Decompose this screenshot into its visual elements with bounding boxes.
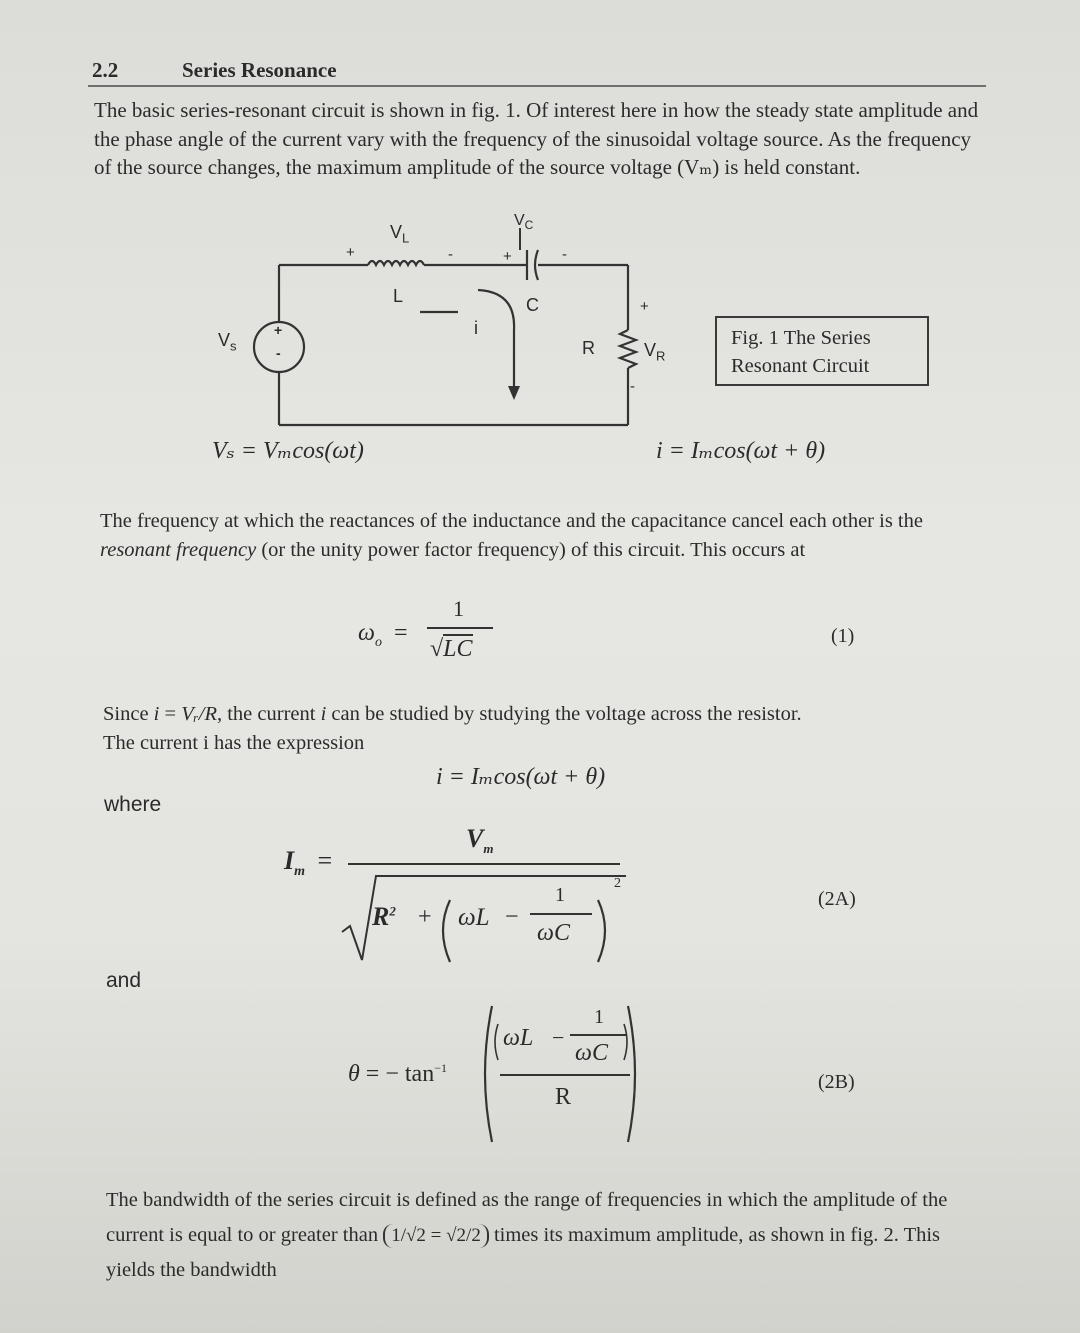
eq2b-main-bar — [500, 1074, 630, 1076]
eq1-omega: ω — [358, 620, 375, 646]
vr-minus: - — [630, 378, 635, 395]
eq1-lhs — [358, 620, 408, 651]
bandwidth-text-2: times its maximum amplitude, as shown in fig. 2. This yields the bandwidth — [106, 1224, 941, 1281]
eq2a-r2 — [372, 902, 396, 932]
current-arrowhead — [508, 386, 520, 400]
and-label: and — [106, 969, 142, 992]
eq2b-label: (2B) — [818, 1071, 855, 1093]
eq2a-minus: − — [505, 904, 519, 930]
vl-label — [390, 222, 409, 246]
vr-plus: + — [640, 298, 649, 315]
vl-text: V — [390, 222, 403, 242]
current-equation: i = Iₘcos(ωt + θ) — [656, 438, 826, 464]
eq2a-frac-den: ωC — [537, 920, 570, 946]
since-part4: can be studied by studying the voltage across the resistor. — [326, 703, 802, 725]
intro-paragraph: The basic series-resonant circuit is shown in fig. 1. Of interest here in how the steady state amplitude and the phase angle of the current vary with the frequency of the sinusoidal voltage source. As the frequency of the source changes, the maximum amplitude of the source voltage (Vₘ) is held constant. — [94, 98, 979, 179]
bandwidth-expression-text: 1/√2 = √2/2 — [391, 1225, 481, 1247]
current-line1 — [103, 700, 943, 729]
eq2b-denominator: R — [555, 1084, 572, 1110]
eq2b-neg-tan: − tan — [385, 1061, 435, 1087]
vr-text: V — [644, 340, 657, 360]
since-i: i — [153, 703, 160, 725]
eq2a-equals: = — [317, 846, 333, 875]
since-part3: , the current — [216, 703, 321, 725]
current-expression: i = Iₘcos(ωt + θ) — [436, 764, 606, 790]
eq1-label: (1) — [831, 625, 855, 647]
since-i2: i — [320, 703, 327, 725]
eq2b-inverse: −1 — [434, 1061, 447, 1075]
vr-label — [644, 340, 665, 364]
resonance-paragraph — [100, 507, 960, 564]
figure-caption — [715, 316, 929, 386]
eq2a-r-exp: 2 — [389, 903, 396, 919]
eq1-denominator — [430, 636, 473, 663]
vc-text: V — [514, 212, 525, 229]
eq1-omega-sub: o — [374, 634, 382, 650]
eq2b-lhs — [348, 1061, 447, 1088]
vc-sub: C — [524, 218, 534, 233]
eq2a-lhs — [284, 846, 332, 880]
since-vr: Vᵣ/R — [181, 703, 217, 725]
capacitor-label: C — [526, 295, 539, 315]
since-part2: = — [159, 703, 182, 725]
resonance-text-2: (or the unity power factor frequency) of this circuit. This occurs at — [256, 538, 806, 561]
figure-caption-line1: Fig. 1 The Series — [731, 327, 871, 349]
circuit-diagram — [0, 0, 1080, 500]
bandwidth-paragraph — [106, 1183, 956, 1288]
vs-minus: - — [276, 345, 281, 361]
vc-label — [514, 212, 533, 232]
eq2a-vm: V — [466, 824, 484, 853]
eq2b-frac-den: ωC — [575, 1040, 608, 1066]
current-label: i — [474, 318, 478, 338]
eq2a-numerator — [466, 824, 493, 857]
vc-plus: + — [503, 248, 512, 265]
section-title: Series Resonance — [182, 58, 337, 82]
figure-caption-line2: Resonant Circuit — [731, 355, 870, 377]
vl-minus: - — [448, 246, 453, 263]
resonance-text-1: The frequency at which the reactances of the inductance and the capacitance cancel each other is the — [100, 510, 923, 532]
vr-sub: R — [656, 348, 666, 364]
eq2b-equals: = — [365, 1061, 380, 1087]
eq2a-vm-sub: m — [483, 841, 494, 857]
eq2a-frac-num: 1 — [555, 884, 565, 906]
where-label: where — [104, 793, 162, 816]
vl-sub: L — [402, 230, 410, 246]
eq2b-frac-num: 1 — [594, 1006, 604, 1028]
eq2a-i-sub: m — [294, 864, 306, 880]
resonance-text-italic: resonant frequency — [100, 538, 257, 561]
eq2b-wl: ωL — [503, 1025, 534, 1051]
vl-plus: + — [346, 244, 355, 261]
eq2a-plus: + — [418, 904, 432, 930]
since-part1: Since — [103, 703, 154, 725]
vs-label — [218, 330, 237, 354]
resistor-label: R — [582, 338, 595, 358]
current-line2: The current i has the expression — [103, 731, 365, 754]
eq2a-fraction-bar — [348, 863, 620, 865]
eq1-fraction-bar — [427, 627, 493, 629]
bandwidth-expression — [383, 1224, 489, 1248]
eq2b-inner-bar — [570, 1034, 626, 1036]
eq1-numerator: 1 — [453, 596, 464, 621]
eq2b-theta: θ — [348, 1061, 360, 1087]
eq2a-i: I — [284, 846, 295, 875]
section-number: 2.2 — [92, 58, 119, 82]
eq2a-label: (2A) — [818, 888, 856, 910]
inductor-label: L — [393, 286, 404, 306]
vs-text: V — [218, 330, 231, 350]
bandwidth-text-1: The bandwidth of the series circuit is defined as the range of frequencies in which the amplitude of the current is equal to or greater than — [106, 1189, 948, 1246]
vs-plus: + — [274, 322, 283, 338]
eq2b-minus: − — [552, 1025, 565, 1050]
vs-sub: s — [230, 338, 237, 354]
eq2a-inner-bar — [530, 913, 592, 915]
source-equation: Vₛ = Vₘcos(ωt) — [212, 438, 364, 464]
eq2a-r: R — [372, 902, 390, 931]
eq2a-wl: ωL — [458, 904, 490, 931]
eq1-lc: LC — [443, 636, 473, 662]
current-paragraph — [103, 700, 943, 757]
eq2a-outer-exp: 2 — [614, 876, 621, 891]
eq1-equals: = — [393, 620, 408, 646]
vc-minus: - — [562, 246, 567, 263]
eq1-sqrt-sign: √ — [430, 636, 444, 662]
